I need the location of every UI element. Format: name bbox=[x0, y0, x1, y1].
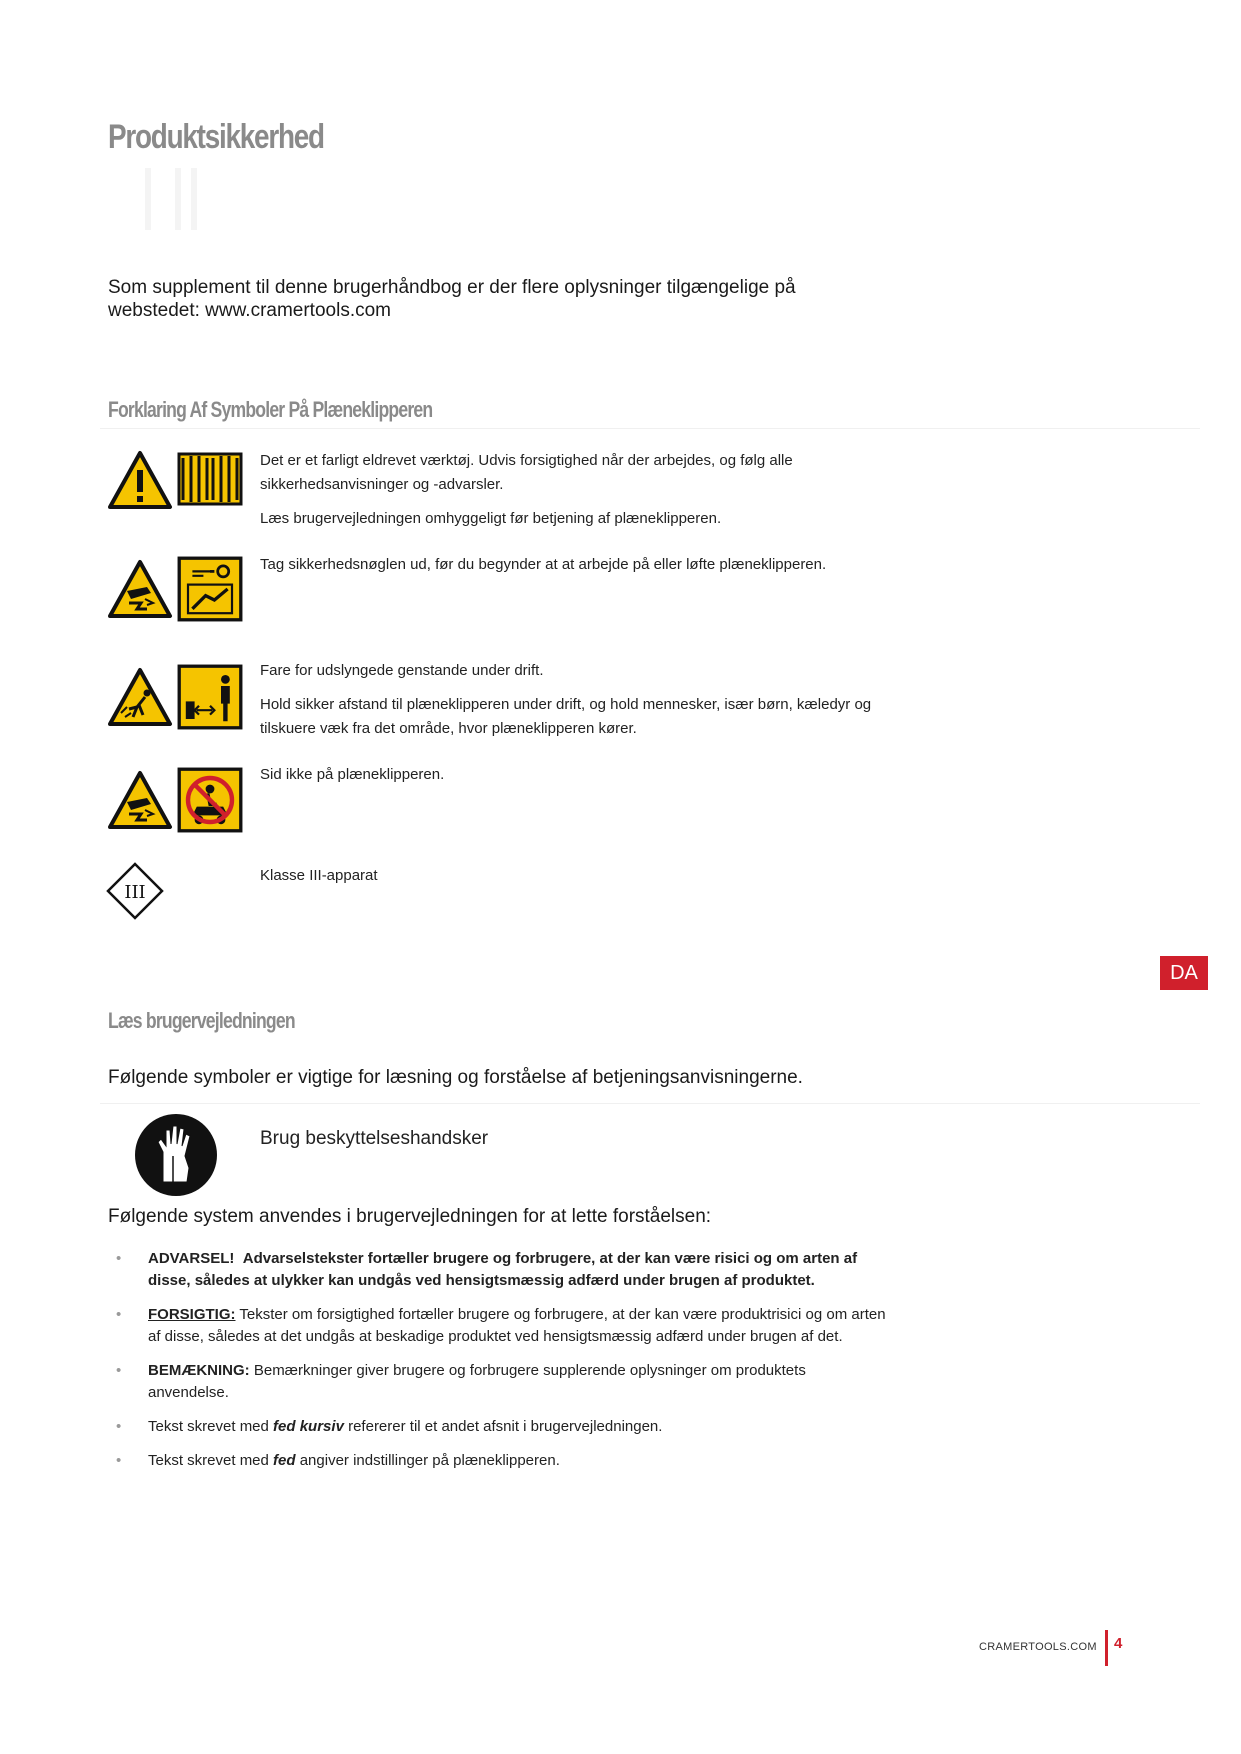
manual-heading: Læs brugervejledningen bbox=[108, 1008, 295, 1033]
system-lead-text: Følgende system anvendes i brugervejledningen for at lette forståelsen: bbox=[108, 1206, 712, 1227]
no-riding-icon bbox=[177, 767, 243, 833]
page-number: 4 bbox=[1114, 1635, 1123, 1652]
page-title: Produktsikkerhed bbox=[108, 118, 324, 156]
language-tab: DA bbox=[1160, 956, 1208, 990]
bold-example: fed bbox=[273, 1452, 296, 1469]
footer-divider bbox=[1105, 1630, 1108, 1666]
symbol-text: Klasse III-apparat bbox=[260, 867, 378, 884]
list-item bbox=[108, 1304, 888, 1348]
section-divider bbox=[100, 1103, 1200, 1104]
manual-book-icon bbox=[177, 447, 243, 513]
symbol-text: Det er et farligt eldrevet værktøj. Udvis forsigtighed når der arbejdes, og følg alle sikkerhedsanvisninger og -advarsler. bbox=[260, 452, 793, 493]
class-iii-icon bbox=[106, 862, 164, 920]
warning-text: Advarselstekster fortæller brugere og forbrugere, at der kan være risici og om arten af disse, således at ulykker kan undgås ved hensigtsmæssig adfærd under brugen af produktet. bbox=[148, 1250, 858, 1289]
remove-key-icon bbox=[177, 556, 243, 622]
symbol-row-3-text bbox=[260, 659, 900, 751]
bold-italic-example: fed kursiv bbox=[273, 1418, 344, 1435]
note-label: BEMÆKNING: bbox=[148, 1362, 250, 1379]
caution-text: Tekster om forsigtighed fortæller brugere og forbrugere, at der kan være produktrisici og om arten af disse, således at det undgås at beskadige produktet ved hensigtsmæssig adfærd under brugen af det. bbox=[148, 1306, 886, 1345]
symbol-row-5-text bbox=[260, 864, 900, 898]
section-divider bbox=[100, 428, 1200, 429]
symbol-text: Tag sikkerhedsnøglen ud, før du begynder at at arbejde på eller løfte plæneklipperen. bbox=[260, 556, 827, 573]
keep-distance-icon bbox=[177, 664, 243, 730]
cutting-hazard-icon bbox=[107, 767, 173, 833]
symbol-text: Læs brugervejledningen omhyggeligt før betjening af plæneklipperen. bbox=[260, 510, 722, 527]
legend-list bbox=[108, 1248, 888, 1484]
gloves-text: Brug beskyttelseshandsker bbox=[260, 1128, 489, 1149]
faded-watermark-graphic bbox=[135, 168, 245, 238]
class-iii-label: III bbox=[124, 882, 146, 903]
warning-label: ADVARSEL! bbox=[148, 1250, 235, 1267]
gloves-icon bbox=[133, 1112, 219, 1198]
bold-italic-post: refererer til et andet afsnit i brugervejledningen. bbox=[348, 1418, 663, 1435]
intro-paragraph: Som supplement til denne brugerhåndbog er der flere oplysninger tilgængelige på webstedet: www.cramertools.com bbox=[108, 277, 796, 321]
caution-label: FORSIGTIG: bbox=[148, 1306, 236, 1323]
symbols-heading: Forklaring Af Symboler På Plæneklipperen bbox=[108, 397, 433, 422]
symbol-text: Hold sikker afstand til plæneklipperen under drift, og hold mennesker, især børn, kæledyr og tilskuere væk fra det område, hvor plæneklipperen kører. bbox=[260, 696, 872, 737]
list-item bbox=[108, 1248, 888, 1292]
symbol-row-1-text bbox=[260, 449, 900, 541]
cutting-hazard-icon bbox=[107, 556, 173, 622]
symbol-text: Sid ikke på plæneklipperen. bbox=[260, 766, 445, 783]
bold-post: angiver indstillinger på plæneklipperen. bbox=[299, 1452, 560, 1469]
list-item bbox=[108, 1360, 888, 1404]
note-text: Bemærkninger giver brugere og forbrugere supplerende oplysninger om produktets anvendelse. bbox=[148, 1362, 806, 1401]
symbol-row-2-text bbox=[260, 553, 900, 587]
bold-pre: Tekst skrevet med bbox=[148, 1452, 269, 1469]
footer-website: CRAMERTOOLS.COM bbox=[979, 1641, 1097, 1653]
symbol-row-4-text bbox=[260, 763, 900, 797]
list-item bbox=[108, 1416, 888, 1438]
manual-lead-text: Følgende symboler er vigtige for læsning og forståelse af betjeningsanvisningerne. bbox=[108, 1067, 803, 1088]
warning-exclamation-icon bbox=[107, 447, 173, 513]
thrown-objects-icon bbox=[107, 664, 173, 730]
symbol-text: Fare for udslyngede genstande under drift. bbox=[260, 662, 544, 679]
list-item bbox=[108, 1450, 888, 1472]
bold-italic-pre: Tekst skrevet med bbox=[148, 1418, 269, 1435]
